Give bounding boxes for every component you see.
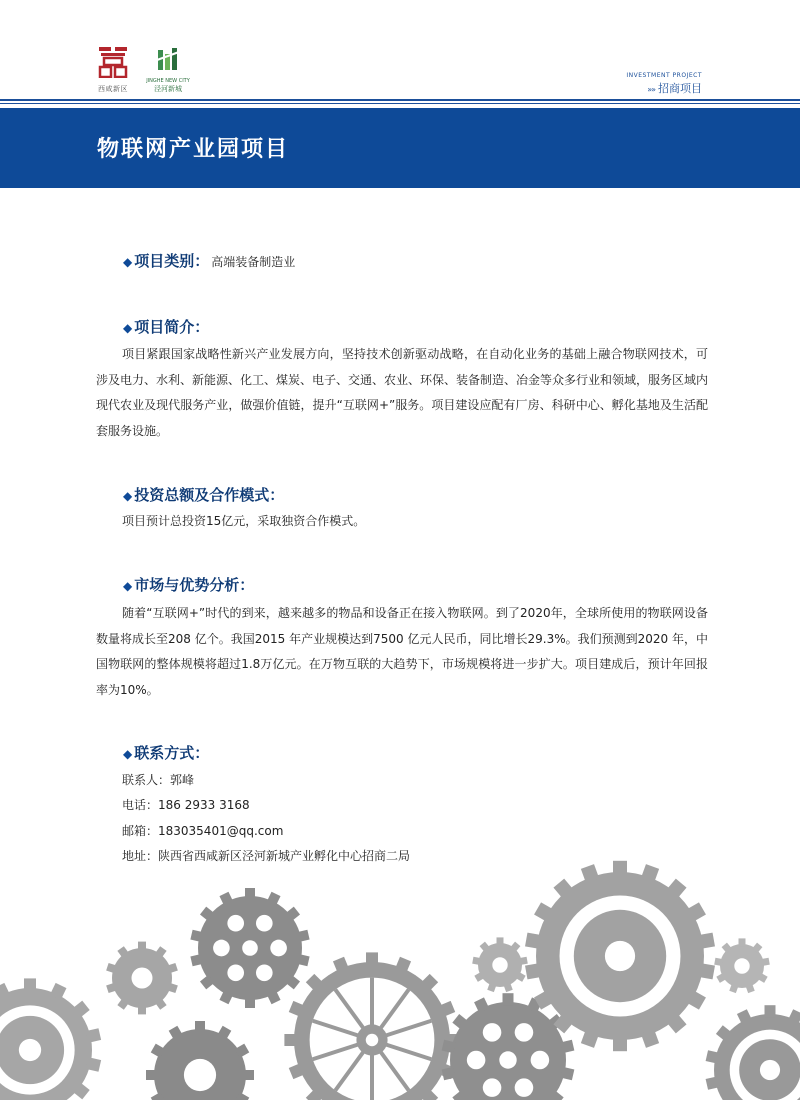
jinghe-emblem-icon <box>155 46 181 72</box>
gear-left-icon <box>0 978 101 1100</box>
gears-background-illustration <box>0 860 800 1100</box>
section-contact <box>123 742 209 763</box>
diamond-bullet-icon: ◆ <box>123 321 133 335</box>
diamond-bullet-icon: ◆ <box>123 489 133 503</box>
investment-project-label <box>626 72 702 96</box>
gear-center-icon <box>442 993 575 1100</box>
contact-address: 地址：陕西省西咸新区泾河新城产业孵化中心招商二局 <box>122 848 411 863</box>
title-banner <box>0 108 800 188</box>
section-category-title: 项目类别： <box>134 252 210 270</box>
gear-tiny-right-icon <box>714 938 770 993</box>
gear-small-right-icon <box>472 937 528 992</box>
xixian-logo-text: 西咸新区 <box>98 85 128 93</box>
contact-email: 邮箱：183035401@qq.com <box>122 823 284 838</box>
investment-paragraph: 项目预计总投资15亿元，采取独资合作模式。 <box>122 514 366 528</box>
xixian-logo <box>96 46 130 96</box>
gear-spoked-icon <box>284 952 459 1100</box>
market-paragraph: 随着“互联网+”时代的到来，越来越多的物品和设备正在接入物联网。到了2020年，全球所使用的物联网设备数量将成长至208 亿个。我国2015 年产业规模达到7500 亿元人民币，同比增长29.3%。我们预测到2020 年，中国物联网的整体规模将超过1.8万亿元。在万物互联的大趋势下，市场规模将进一步扩大。项目建成后，预计年回报率为10%。 <box>96 606 708 697</box>
jinghe-logo-cn: 泾河新城 <box>154 85 182 93</box>
section-market <box>123 574 254 595</box>
intro-paragraph: 项目紧跟国家战略性新兴产业发展方向，坚持技术创新驱动战略，在自动化业务的基础上融合物联网技术，可涉及电力、水利、新能源、化工、煤炭、电子、交通、农业、环保、装备制造、冶金等众多行业和领域，服务区域内现代农业及现代服务产业，做强价值链，提升“互联网+”服务。项目建设应配有厂房、科研中心、孵化基地及生活配套服务设施。 <box>96 347 709 438</box>
header-divider-thick <box>0 99 800 101</box>
gear-holes-icon <box>190 888 309 1008</box>
section-intro <box>123 316 209 337</box>
investment-project-en: INVESTMENT PROJECT <box>626 72 702 79</box>
contact-phone: 电话：186 2933 3168 <box>122 798 250 813</box>
gear-bottom-right-icon <box>706 1005 800 1100</box>
header-divider-thin <box>0 103 800 104</box>
contact-person: 联系人：郭峰 <box>122 773 195 787</box>
investment-project-cn <box>626 80 702 96</box>
diamond-bullet-icon: ◆ <box>123 255 133 269</box>
diamond-bullet-icon: ◆ <box>123 747 133 761</box>
section-contact-title: 联系方式： <box>134 744 210 762</box>
gear-bottom-left-icon <box>146 1021 254 1100</box>
section-investment <box>123 484 284 505</box>
section-category <box>123 250 295 271</box>
page-title: 物联网产业园项目 <box>97 136 290 162</box>
contact-block <box>122 768 410 869</box>
section-market-title: 市场与优势分析： <box>134 576 255 594</box>
jinghe-logo-en: JINGHE NEW CITY <box>146 78 190 84</box>
diamond-bullet-icon: ◆ <box>123 579 133 593</box>
jinghe-logo <box>146 46 190 96</box>
section-investment-title: 投资总额及合作模式： <box>134 486 285 504</box>
page-header <box>0 0 800 100</box>
double-arrow-icon: »» <box>647 85 655 94</box>
gear-small-left-icon <box>106 942 178 1015</box>
section-intro-title: 项目简介： <box>134 318 210 336</box>
investment-project-cn-text: 招商项目 <box>658 82 702 95</box>
seal-emblem-icon <box>98 46 128 78</box>
category-value: 高端装备制造业 <box>211 255 296 269</box>
